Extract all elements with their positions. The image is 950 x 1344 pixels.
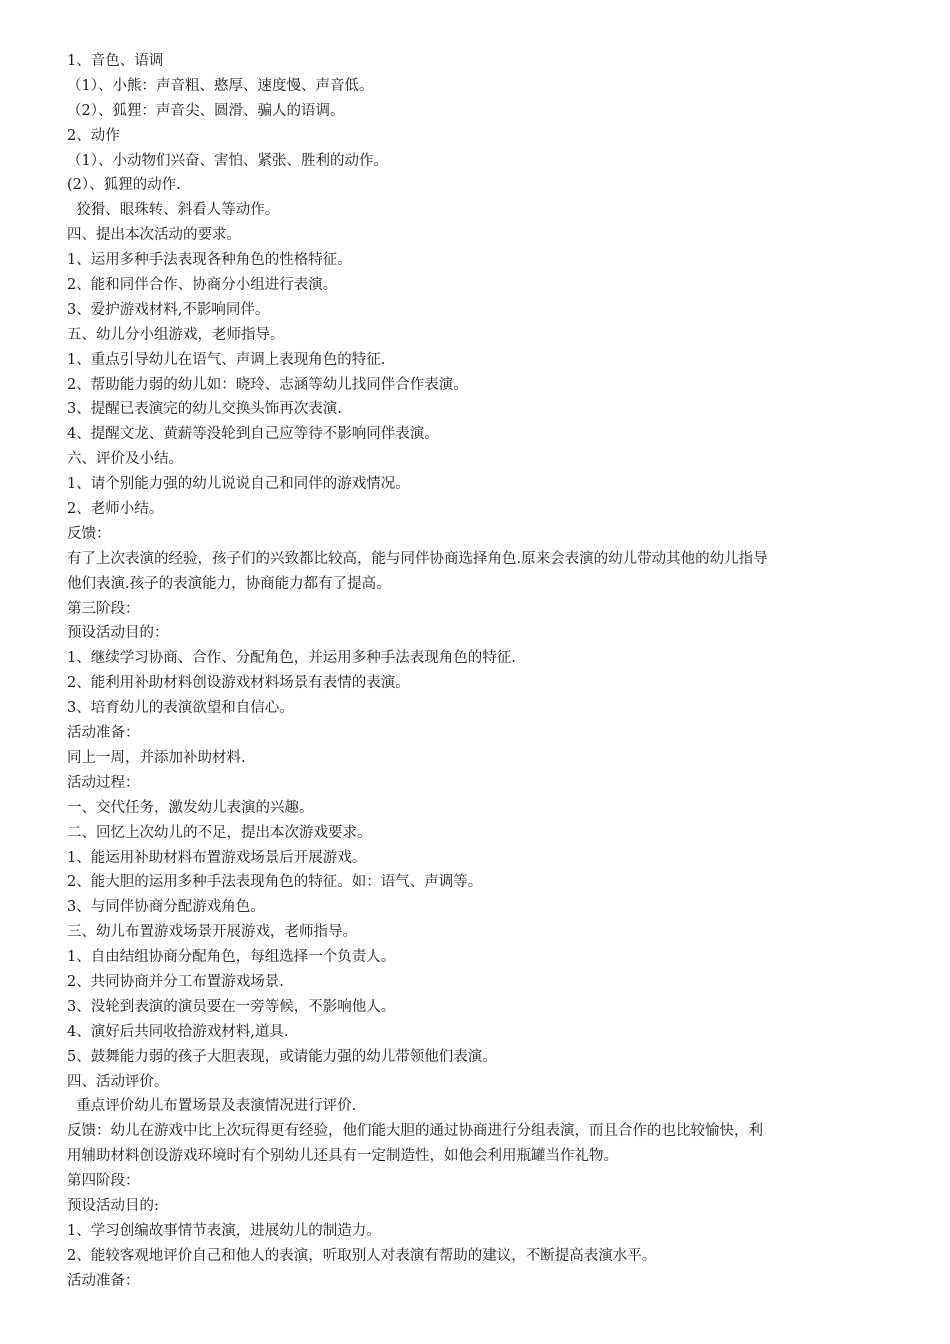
text-line: 1、能运用补助材料布置游戏场景后开展游戏。 [67, 849, 367, 866]
text-line: 2、能大胆的运用多种手法表现角色的特征。如：语气、声调等。 [67, 874, 483, 891]
text-line: 五、幼儿分小组游戏，老师指导。 [67, 326, 285, 343]
text-line: 1、重点引导幼儿在语气、声调上表现角色的特征. [67, 351, 386, 368]
text-line: 活动准备： [67, 1272, 140, 1289]
text-line: （1）、小动物们兴奋、害怕、紧张、胜利的动作。 [67, 152, 388, 169]
text-line: 预设活动目的: [67, 1197, 159, 1214]
text-line: 六、评价及小结。 [67, 451, 183, 468]
text-line: （1）、小熊：声音粗、憨厚、速度慢、声音低。 [67, 77, 374, 94]
text-line: 活动准备： [67, 725, 140, 742]
text-line: 同上一周，并添加补助材料. [67, 749, 246, 766]
text-line: 2、帮助能力弱的幼儿如：晓玲、志涵等幼儿找同伴合作表演。 [67, 376, 468, 393]
text-line: 有了上次表演的经验，孩子们的兴致都比较高，能与同伴协商选择角色.原来会表演的幼儿带动其他的幼儿指导 [67, 550, 768, 567]
text-line: 3、与同伴协商分配游戏角色。 [67, 899, 265, 916]
text-line: 5、鼓舞能力弱的孩子大胆表现，或请能力强的幼儿带领他们表演。 [67, 1048, 497, 1065]
text-line: 3、提醒已表演完的幼儿交换头饰再次表演. [67, 401, 342, 418]
text-line: 反馈：幼儿在游戏中比上次玩得更有经验，他们能大胆的通过协商进行分组表演，而且合作的也比较愉快，利 [67, 1123, 763, 1140]
text-line: 1、运用多种手法表现各种角色的性格特征。 [67, 252, 352, 269]
text-line: 1、自由结组协商分配角色，每组选择一个负责人。 [67, 949, 396, 966]
text-line: 3、爱护游戏材料,不影响同伴。 [67, 301, 270, 318]
text-line: 四、提出本次活动的要求。 [67, 227, 241, 244]
text-line: 三、幼儿布置游戏场景开展游戏，老师指导。 [67, 924, 357, 941]
text-line: 1、音色、语调 [67, 53, 164, 69]
text-line: 他们表演.孩子的表演能力，协商能力都有了提高。 [67, 575, 391, 592]
text-line: 4、演好后共同收拾游戏材料,道具. [67, 1023, 289, 1040]
text-line: 1、继续学习协商、合作、分配角色，并运用多种手法表现角色的特征. [67, 650, 516, 667]
text-line: 用辅助材料创设游戏环境时有个别幼儿还具有一定制造性，如他会利用瓶罐当作礼物。 [67, 1148, 618, 1165]
text-line: 2、能较客观地评价自己和他人的表演，听取别人对表演有帮助的建议，不断提高表演水平。 [67, 1247, 657, 1264]
text-line: 第四阶段： [67, 1173, 140, 1190]
text-line: 1、学习创编故事情节表演，进展幼儿的制造力。 [67, 1222, 381, 1239]
text-line: 2、老师小结。 [67, 501, 164, 518]
text-line: 3、培育幼儿的表演欲望和自信心。 [67, 700, 294, 717]
text-line: 2、共同协商并分工布置游戏场景. [67, 973, 284, 990]
text-line: 第三阶段： [67, 600, 140, 617]
text-line: 4、提醒文龙、黄薪等没轮到自己应等待不影响同伴表演。 [67, 426, 439, 443]
text-line: 3、没轮到表演的演员要在一旁等候，不影响他人。 [67, 998, 396, 1015]
text-line: 2、能利用补助材料创设游戏材料场景有表情的表演。 [67, 675, 410, 692]
document-body [67, 49, 887, 1294]
text-line: 一、交代任务，激发幼儿表演的兴趣。 [67, 799, 314, 816]
text-line: 活动过程： [67, 774, 140, 791]
text-line: （2）、狐狸：声音尖、圆滑、骗人的语调。 [67, 102, 345, 119]
text-line: 2、能和同伴合作、协商分小组进行表演。 [67, 277, 338, 294]
text-line: 重点评价幼儿布置场景及表演情况进行评价. [67, 1098, 357, 1115]
text-line: (2）、狐狸的动作. [67, 177, 181, 194]
text-line: 二、回忆上次幼儿的不足，提出本次游戏要求。 [67, 824, 372, 841]
text-line: 1、请个别能力强的幼儿说说自己和同伴的游戏情况。 [67, 476, 410, 493]
text-line: 狡猾、眼珠转、斜看人等动作。 [67, 202, 280, 219]
text-line: 反馈： [67, 525, 111, 542]
text-line: 2、动作 [67, 127, 120, 144]
text-line: 预设活动目的： [67, 625, 169, 642]
text-line: 四、活动评价。 [67, 1073, 169, 1090]
